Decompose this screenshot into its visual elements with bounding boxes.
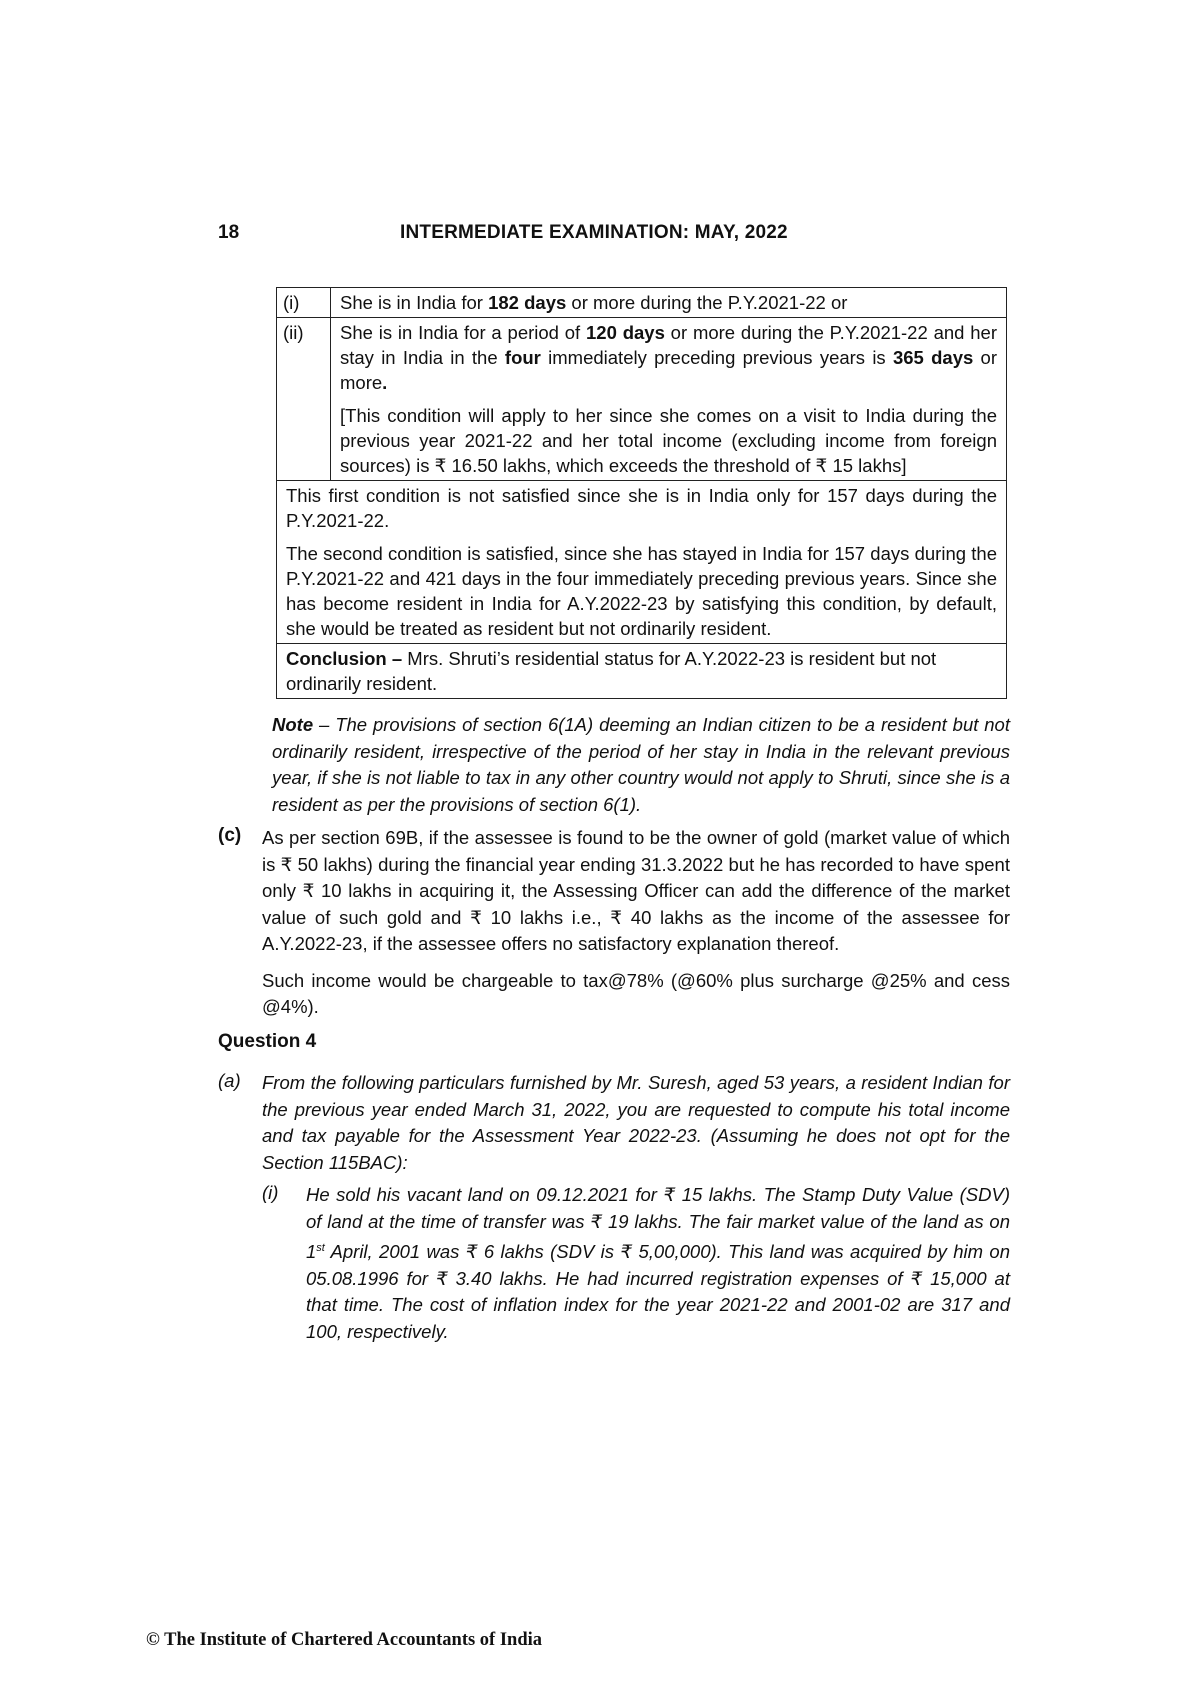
second-condition-analysis: The second condition is satisfied, since she has stayed in India for 157 days during the P.Y.2021-22 and 421 days in the four immediately preceding previous years. Since she has become resident in India for A.Y.2022-23 by satisfying this condition, by default, she would be treated as resident but not ordinarily resident. — [286, 543, 997, 639]
text-run: He sold his vacant land on 09.12.2021 for ₹ 15 lakhs. The Stamp Duty Value (SDV) of land at the time of transfer was ₹ 19 lakhs. The fair market value of the land as on 1 — [306, 1184, 1010, 1263]
conclusion-cell — [277, 644, 1007, 699]
text-run: She is in India for a period of — [340, 322, 587, 343]
analysis-cell — [277, 481, 1007, 644]
note-text: – The provisions of section 6(1A) deeming an Indian citizen to be a resident but not ordinarily resident, irrespective of the period of her stay in India in the relevant previous year, if she is not liable to tax in any other country would not apply to Shruti, since she is a resident as per the provisions of section 6(1). — [272, 714, 1010, 815]
condition-bracket-note: [This condition will apply to her since she comes on a visit to India during the previous year 2021-22 and her total income (excluding income from foreign sources) is ₹ 16.50 lakhs, which exceeds the threshold of ₹ 15 lakhs] — [340, 405, 997, 476]
page-number: 18 — [218, 222, 240, 243]
question-item-i-text — [306, 1182, 1010, 1345]
part-c-label: (c) — [218, 825, 242, 846]
condition-main-text — [340, 320, 997, 395]
condition-number: (ii) — [277, 318, 331, 481]
condition-highlight: 120 days — [586, 322, 665, 343]
page-header-title: INTERMEDIATE EXAMINATION: MAY, 2022 — [400, 222, 788, 243]
note-paragraph — [272, 712, 1010, 818]
analysis-row — [277, 481, 1007, 644]
text-run: April, 2001 was ₹ 6 lakhs (SDV is ₹ 5,00,000). This land was acquired by him on 05.08.1996 for ₹ 3.40 lakhs. He had incurred registration expenses of ₹ 15,000 at that time. The cost of inflation index for the year 2021-22 and 2001-02 are 317 and 100, respectively. — [306, 1241, 1010, 1342]
part-c-para-2: Such income would be chargeable to tax@78% (@60% plus surcharge @25% and cess @4%). — [262, 969, 1010, 1017]
ordinal-suffix: st — [316, 1242, 325, 1254]
question-part-a-text: From the following particulars furnished by Mr. Suresh, aged 53 years, a resident Indian for the previous year ended March 31, 2022, you are requested to compute his total income and tax payable for the Assessment Year 2022-23. (Assuming he does not opt for the Section 115BAC): — [262, 1072, 1010, 1173]
condition-row-2 — [277, 318, 1007, 481]
condition-highlight: 182 days — [488, 292, 567, 313]
condition-text-post: or more during the P.Y.2021-22 or — [566, 292, 848, 313]
condition-highlight: 365 days — [892, 347, 974, 368]
question-item-i-label: (i) — [262, 1182, 279, 1203]
part-c-body — [262, 825, 1010, 1021]
condition-row-1 — [277, 288, 1007, 318]
question-heading: Question 4 — [218, 1031, 317, 1052]
copyright-footer: © The Institute of Chartered Accountants of India — [146, 1630, 543, 1650]
condition-number: (i) — [277, 288, 331, 318]
text-run: or more — [340, 347, 997, 393]
conclusion-label: Conclusion – — [286, 648, 403, 669]
residency-conditions-table — [276, 287, 1007, 699]
condition-text — [331, 318, 1007, 481]
first-condition-analysis: This first condition is not satisfied since she is in India only for 157 days during the P.Y.2021-22. — [286, 485, 997, 531]
condition-text — [331, 288, 1007, 318]
question-part-a-label: (a) — [218, 1070, 241, 1091]
condition-text-pre: She is in India for — [340, 292, 489, 313]
condition-highlight: four — [504, 347, 541, 368]
part-c-para-1: As per section 69B, if the assessee is found to be the owner of gold (market value of which is ₹ 50 lakhs) during the financial year ending 31.3.2022 but he has recorded to have spent only ₹ 10 lakhs in acquiring it, the Assessing Officer can add the difference of the market value of such gold and ₹ 10 lakhs i.e., ₹ 40 lakhs as the income of the assessee for A.Y.2022-23, if the assessee offers no satisfactory explanation thereof. — [262, 827, 1010, 954]
conclusion-row — [277, 644, 1007, 699]
note-label: Note — [272, 714, 314, 735]
text-run: immediately preceding previous years is — [540, 347, 893, 368]
text-run: . — [382, 372, 388, 393]
conclusion-text: Mrs. Shruti’s residential status for A.Y.2022-23 is resident but not ordinarily resident. — [286, 648, 937, 694]
text-run: or more during the P.Y.2021-22 and her stay in India in the — [340, 322, 997, 368]
